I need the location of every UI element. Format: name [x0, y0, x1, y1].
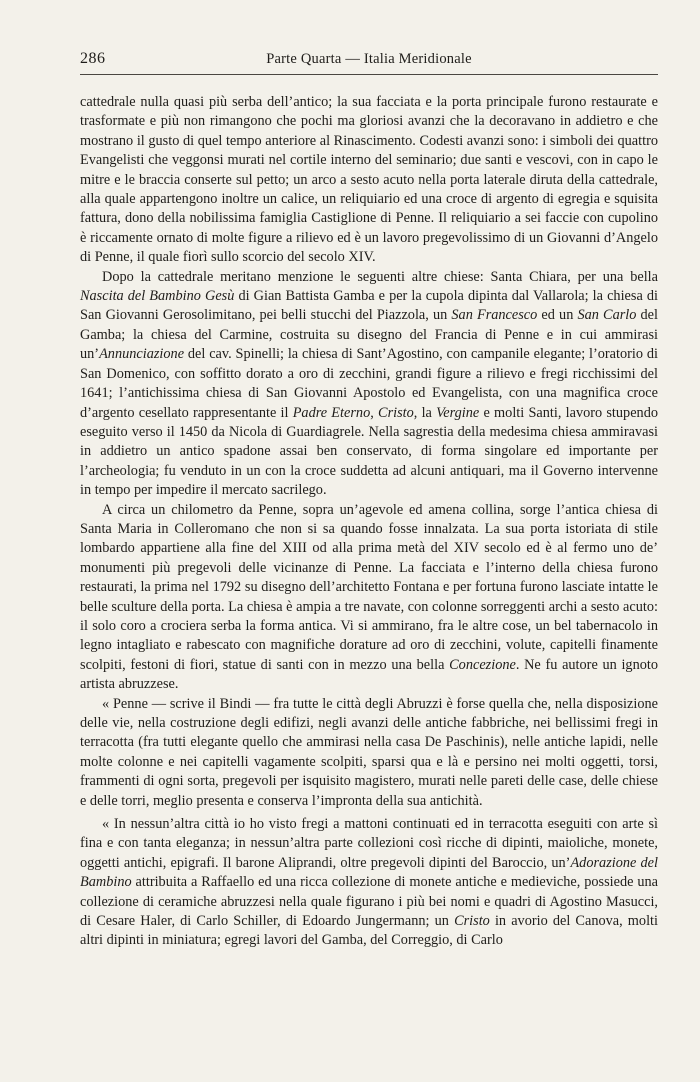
italic-title: Annunciazione [99, 346, 185, 363]
text-run: attribuita a Raffaello ed una ricca collezione di monete antiche e medieviche, possiede una collezione di ceramiche abruzzesi nella quale figurano i più bei nomi e quadri di Agostino Masucci, di Cesare Haler, di Carlo Schiller, di Edoardo Jungermann; un [80, 874, 658, 930]
paragraph [80, 815, 658, 951]
text-run: A circa un chilometro da Penne, sopra un’agevole ed amena collina, sorge l’antica chiesa di Santa Maria in Colleromano che non si sa quando fosse innalzata. La sua porta istoriata di stile lombardo appartiene alla fine del XIII od alla prima metà del XIV secolo ed è al fermo uno de’ monumenti più pregevoli delle vicinanze di Penne. La facciata e l’interno della chiesa furono restaurati, la prima nel 1792 su disegno dell’architetto Fontana e per fortuna furono lasciate intatte le belle sculture della porta. La chiesa è ampia a tre navate, con colonne sorreggenti archi a sesto acuto: il solo coro a crociera serba la forma antica. Vi si ammirano, fra le altre cose, un bel tabernacolo in legno intagliato e rabescato con magnifiche dorature ad oro di zecchini, volute, capitelli finamente scolpiti, festoni di fiori, statue di santi con in mezzo una bella [80, 501, 658, 673]
paragraph [80, 501, 658, 695]
text-run: , [370, 404, 379, 421]
text-run: cattedrale nulla quasi più serba dell’antico; la sua facciata e la porta principale furono restaurate e trasformate e più non rimangono che pochi ma gloriosi avanzi che la decoravano in addietro e che mostrano il gusto di quel tempo anteriore al Rinascimento. Codesti avanzi sono: i simboli dei quattro Evangelisti che veggonsi murati nel cortile interno del seminario; due santi e vescovi, con in capo le mitre e le braccia conserte sul petto; un arco a sesto acuto nella porta laterale diruta della cattedrale, alla quale appartengono inoltre un calice, un reliquiario ed una croce di argento di egregia e squisita fattura, dono della nobilissima famiglia Castiglione di Penne. Il reliquiario a sei faccie con cupolino è riccamente ornato di molte figure a rilievo ed è un lavoro pregevolissimo di un Giovanni d’Angelo di Penne, il quale fiorì sullo scorcio del secolo XIV. [80, 94, 658, 266]
italic-title: San Francesco [451, 307, 538, 324]
text-run: , la [413, 404, 437, 421]
italic-title: San Carlo [577, 307, 637, 324]
paragraph [80, 268, 658, 501]
italic-title: Concezione [449, 656, 516, 673]
text-run: ed un [537, 307, 578, 324]
paragraph [80, 93, 658, 268]
text-run: e molti Santi, lavoro stupendo eseguito verso il 1450 da Nicola di Guardiagrele. Nella sagrestia della medesima chiesa ammiravasi in addietro un antico spadone assai ben conservato, di forma singolare ed importante per l’archeologia; fu venduto in un con la croce suddetta ad alcuni antiquari, ma il Governo intervenne in tempo per impedire il mercato sacrilego. [80, 404, 658, 499]
running-header [80, 50, 658, 75]
italic-title: Nascita del Bambino Gesù [80, 288, 235, 305]
text-run: del cav. Spinelli; la chiesa di Sant’Agostino, con campanile elegante; l’oratorio di San Domenico, con soffitto dorato a oro di zecchini, grandi figure a rilievo e fregi ricchissimi del 1641; l’antichissima chiesa di San Giovanni Apostolo ed Evangelista, con una magnifica croce d’argento cesellato rappresentante il [80, 346, 658, 421]
text-run: Dopo la cattedrale meritano menzione le seguenti altre chiese: Santa Chiara, per una bella [102, 268, 658, 285]
page-number: 286 [80, 50, 106, 67]
italic-title: Vergine [436, 404, 480, 421]
paragraph [80, 695, 658, 811]
running-title: Parte Quarta — Italia Meridionale [266, 51, 472, 67]
text-run: . Ne fu autore un ignoto artista abruzzese. [80, 656, 658, 693]
italic-title: Padre Eterno [292, 404, 371, 421]
text-run: di Gian Battista Gamba e per la cupola dipinta dal Vallarola; la chiesa di San Giovanni Gerosolimitano, pei belli stucchi del Piazzola, un [80, 288, 658, 324]
text-run: « Penne — scrive il Bindi — fra tutte le città degli Abruzzi è forse quella che, nella disposizione delle vie, nella costruzione degli edifizi, negli avanzi delle antiche fabbriche, nei bellissimi fregi in terracotta (fra tutti elegante quello che ammirasi nella casa De Paschinis), nelle antiche lapidi, nelle molte colonne e nei capitelli vagamente scolpiti, sparsi qua e là e persino nei molti oggetti, torsi, frammenti di ogni sorta, pregevoli per isquisito magistero, murati nelle pareti delle case, delle chiese e delle torri, meglio presenta e conserva l’impronta della sua antichità. [80, 695, 658, 809]
italic-title: Cristo [454, 913, 490, 930]
text-run: « In nessun’altra città io ho visto fregi a mattoni continuati ed in terracotta eseguiti con arte sì fina e con tanta eleganza; in nessun’altra parte collezioni così ricche di dipinti, maioliche, monete, oggetti antichi, epigrafi. Il barone Aliprandi, oltre pregevoli dipinti del Baroccio, un’ [80, 816, 658, 871]
body-text [80, 93, 658, 951]
italic-title: Adorazione del Bambino [80, 854, 659, 891]
text-run: in avorio del Canova, molti altri dipinti in miniatura; egregi lavori del Gamba, del Correggio, di Carlo [80, 913, 658, 949]
text-run: del Gamba; la chiesa del Carmine, costruita su disegno del Francia di Penne e in cui ammirasi un’ [80, 307, 658, 363]
italic-title: Cristo [378, 404, 414, 421]
